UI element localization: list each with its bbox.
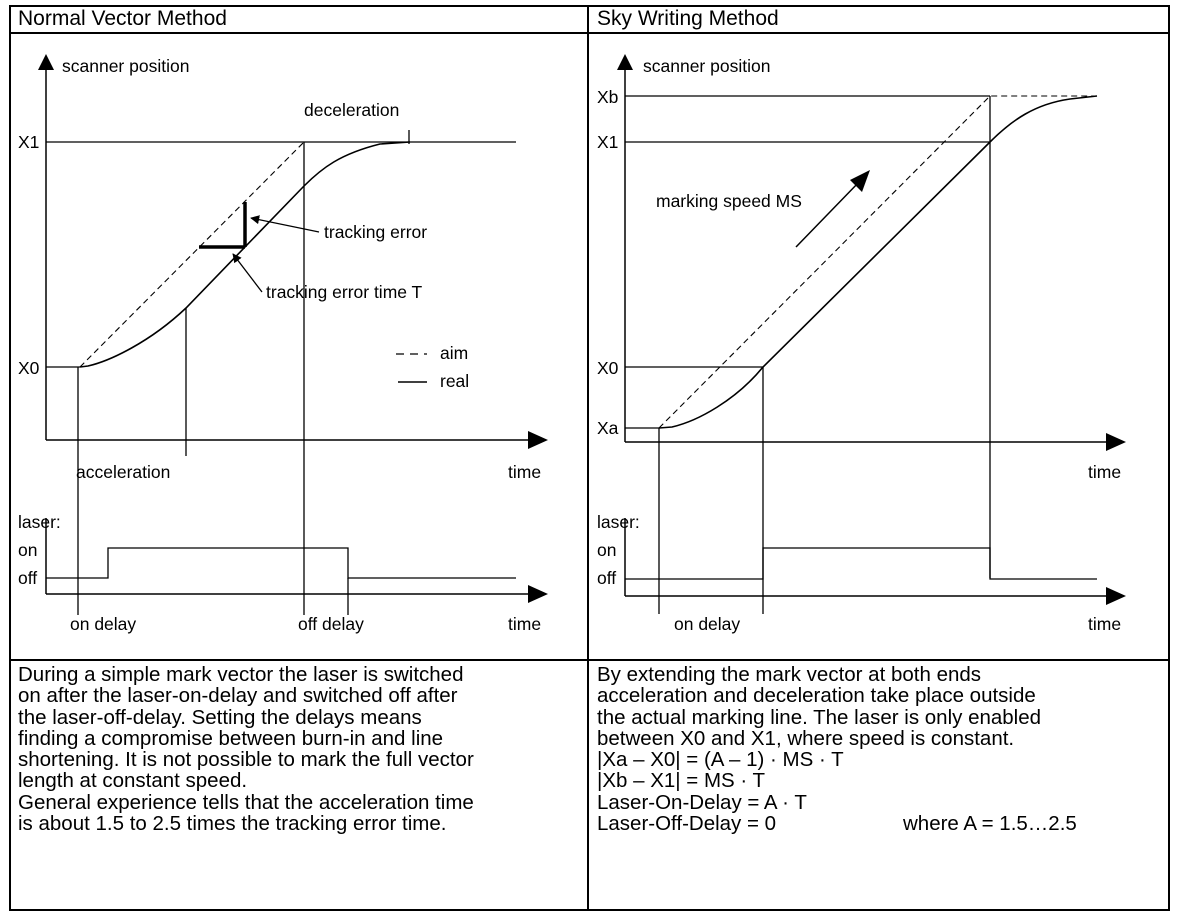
right-y-axis-arrow	[617, 54, 633, 70]
left-x0-label: X0	[18, 358, 40, 378]
left-off-delay-label: off delay	[298, 614, 364, 634]
right-laser-time-arrow	[1106, 587, 1126, 605]
legend-real-label: real	[440, 371, 470, 391]
marking-speed-arrow	[796, 181, 860, 247]
left-description-line: During a simple mark vector the laser is switched	[18, 663, 464, 686]
left-description-line: length at constant speed.	[18, 769, 248, 793]
left-description-line: is about 1.5 to 2.5 times the tracking error time.	[18, 812, 447, 836]
left-description-line: on after the laser-on-delay and switched off after	[18, 684, 458, 708]
right-column-header: Sky Writing Method	[597, 7, 779, 30]
left-description-line: General experience tells that the acceleration time	[18, 790, 474, 814]
right-y-axis-label: scanner position	[643, 56, 771, 76]
right-aim-line	[659, 96, 1097, 428]
right-description-line: By extending the mark vector at both ends	[597, 663, 982, 686]
left-laser-off-label: off	[18, 568, 38, 588]
left-column-header: Normal Vector Method	[18, 7, 227, 30]
right-diagram	[597, 54, 1126, 634]
a-range-note: where A = 1.5…2.5	[903, 812, 1077, 836]
left-x-axis-label: time	[508, 462, 542, 482]
left-x1-label: X1	[18, 132, 40, 152]
right-description-line: the actual marking line. The laser is only enabled	[597, 705, 1042, 729]
right-x-axis-arrow	[1106, 433, 1126, 451]
right-description-line: |Xb – X1| = MS · T	[597, 769, 766, 793]
left-on-delay-label: on delay	[70, 614, 137, 634]
marking-speed-label: marking speed MS	[656, 191, 802, 211]
laser-off-delay-formula: Laser-Off-Delay = 0	[597, 812, 777, 836]
left-laser-on-label: on	[18, 540, 38, 560]
right-x0-label: X0	[597, 358, 619, 378]
right-description-line: acceleration and deceleration take place outside	[597, 684, 1036, 708]
right-xb-label: Xb	[597, 87, 619, 107]
right-laser-off-label: off	[597, 568, 617, 588]
left-laser-signal	[46, 548, 516, 578]
right-description-line: |Xa – X0| = (A – 1) · MS · T	[597, 748, 844, 772]
right-on-delay-label: on delay	[674, 614, 741, 634]
right-description-line: between X0 and X1, where speed is constant.	[597, 726, 1015, 750]
tracking-error-label: tracking error	[324, 222, 428, 242]
right-x-axis-label: time	[1088, 462, 1122, 482]
left-real-curve	[80, 142, 410, 367]
right-laser-time-label: time	[1088, 614, 1122, 634]
left-description-line: shortening. It is not possible to mark the full vector	[18, 748, 474, 772]
left-x-axis-arrow	[528, 431, 548, 449]
left-y-axis-label: scanner position	[62, 56, 190, 76]
left-description-line: the laser-off-delay. Setting the delays means	[18, 705, 422, 729]
right-real-curve	[659, 96, 1097, 428]
right-xa-label: Xa	[597, 418, 619, 438]
left-acceleration-label: acceleration	[76, 462, 171, 482]
left-laser-time-arrow	[528, 585, 548, 603]
left-aim-line	[80, 142, 410, 367]
left-laser-label: laser:	[18, 512, 61, 532]
right-description-last-row	[597, 813, 1163, 834]
right-laser-on-label: on	[597, 540, 617, 560]
right-description	[597, 664, 1163, 834]
right-laser-label: laser:	[597, 512, 640, 532]
legend-aim-label: aim	[440, 343, 469, 363]
right-x1-label: X1	[597, 132, 619, 152]
left-laser-time-label: time	[508, 614, 542, 634]
right-description-line: Laser-On-Delay = A · T	[597, 790, 807, 814]
left-y-axis-arrow	[38, 54, 54, 70]
right-laser-signal	[625, 548, 1097, 579]
left-deceleration-label: deceleration	[304, 100, 400, 120]
left-description-line: finding a compromise between burn-in and line	[18, 726, 444, 750]
left-diagram	[18, 54, 548, 634]
tracking-error-time-pointer	[233, 254, 262, 292]
left-description	[18, 664, 580, 834]
tracking-error-time-label: tracking error time T	[266, 282, 423, 302]
